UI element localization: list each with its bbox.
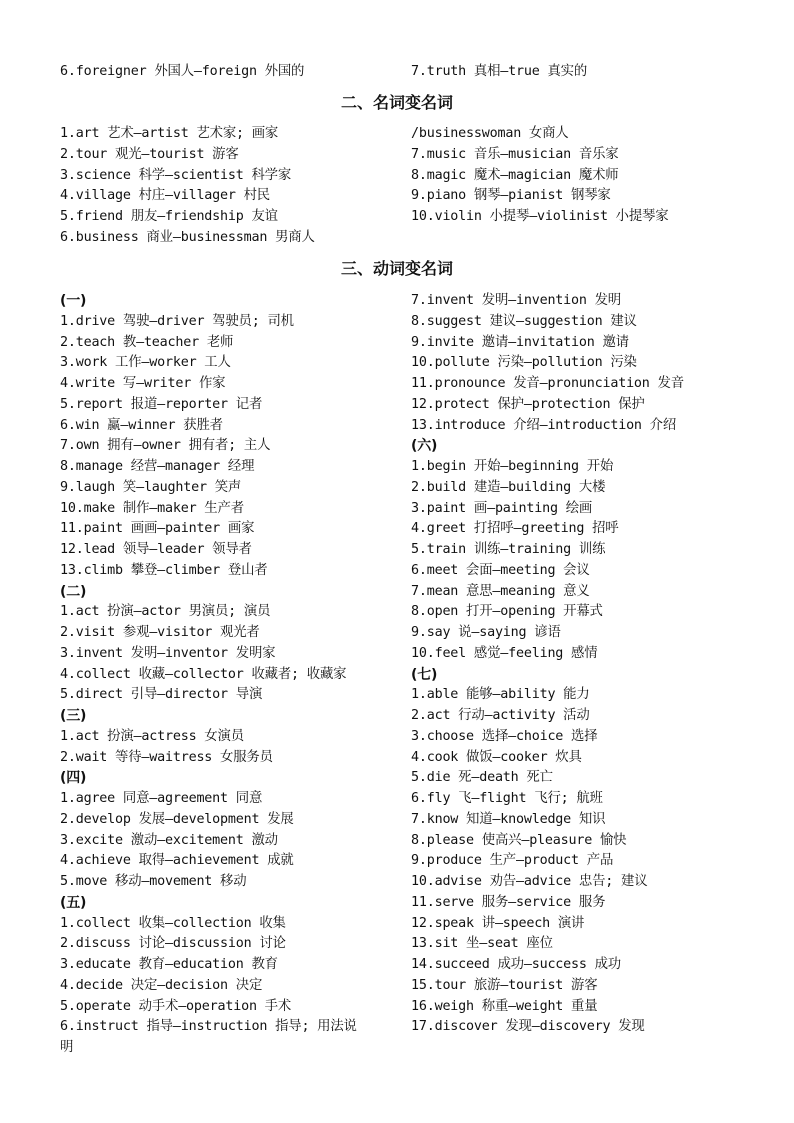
vocab-entry: 3.science 科学—scientist 科学家 bbox=[60, 167, 292, 183]
vocab-entry: 2.teach 教—teacher 老师 bbox=[60, 334, 234, 350]
section-heading-verb-to-noun: 三、动词变名词 bbox=[340, 259, 453, 278]
vocab-entry: 7.mean 意思—meaning 意义 bbox=[411, 583, 590, 599]
vocab-entry: 7.music 音乐—musician 音乐家 bbox=[411, 146, 619, 162]
vocab-entry: 2.develop 发展—development 发展 bbox=[60, 811, 294, 827]
vocab-entry: 6.business 商业—businessman 男商人 bbox=[60, 230, 315, 245]
vocab-entry: 11.pronounce 发音—pronunciation 发音 bbox=[411, 376, 684, 391]
vocab-entry: 5.friend 朋友—friendship 友谊 bbox=[60, 209, 278, 225]
vocab-entry: 4.greet 打招呼—greeting 招呼 bbox=[411, 521, 619, 537]
vocab-entry: 1.act 扮演—actress 女演员 bbox=[60, 728, 244, 744]
group-label: (二) bbox=[60, 583, 87, 600]
vocab-entry: 2.tour 观光—tourist 游客 bbox=[60, 146, 239, 162]
vocab-entry: 12.protect 保护—protection 保护 bbox=[411, 396, 645, 412]
vocab-entry: 7.know 知道—knowledge 知识 bbox=[411, 811, 606, 827]
vocab-entry: 9.say 说—saying 谚语 bbox=[411, 625, 561, 640]
vocab-entry: 11.paint 画画—painter 画家 bbox=[60, 521, 255, 537]
vocab-entry: 15.tour 旅游—tourist 游客 bbox=[411, 977, 598, 993]
vocab-entry: 6.win 赢—winner 获胜者 bbox=[60, 417, 223, 433]
vocab-entry: 3.paint 画—painting 绘画 bbox=[411, 500, 593, 516]
vocab-entry: 8.manage 经营—manager 经理 bbox=[60, 459, 255, 474]
vocab-entry: 明 bbox=[60, 1040, 74, 1055]
entry-truth: 7.truth 真相—true 真实的 bbox=[411, 64, 588, 79]
vocab-entry: 9.laugh 笑—laughter 笑声 bbox=[60, 479, 242, 495]
vocab-entry: 9.invite 邀请—invitation 邀请 bbox=[411, 334, 629, 350]
vocab-entry: 1.drive 驾驶—driver 驾驶员; 司机 bbox=[60, 313, 294, 329]
vocab-entry: 8.please 使高兴—pleasure 愉快 bbox=[411, 832, 627, 848]
vocab-entry: 4.achieve 取得—achievement 成就 bbox=[60, 853, 294, 869]
vocab-entry: /businesswoman 女商人 bbox=[411, 126, 569, 141]
vocab-entry: 7.invent 发明—invention 发明 bbox=[411, 293, 621, 308]
vocab-entry: 8.magic 魔术—magician 魔术师 bbox=[411, 167, 619, 183]
vocab-entry: 13.climb 攀登—climber 登山者 bbox=[60, 562, 268, 578]
group-label: (三) bbox=[60, 708, 87, 724]
vocab-entry: 11.serve 服务—service 服务 bbox=[411, 894, 606, 910]
vocab-entry: 10.violin 小提琴—violinist 小提琴家 bbox=[411, 209, 669, 225]
group-label: (一) bbox=[60, 293, 87, 309]
vocab-entry: 4.collect 收藏—collector 收藏者; 收藏家 bbox=[60, 666, 347, 682]
vocab-entry: 1.able 能够—ability 能力 bbox=[411, 687, 590, 703]
vocab-entry: 2.visit 参观—visitor 观光者 bbox=[60, 625, 260, 640]
vocab-entry: 10.advise 劝告—advice 忠告; 建议 bbox=[411, 874, 648, 889]
entry-foreigner: 6.foreigner 外国人—foreign 外国的 bbox=[60, 64, 305, 79]
vocab-entry: 3.work 工作—worker 工人 bbox=[60, 355, 231, 371]
vocab-entry: 13.sit 坐—seat 座位 bbox=[411, 936, 553, 952]
group-label: (四) bbox=[60, 770, 87, 787]
vocab-entry: 2.act 行动—activity 活动 bbox=[411, 708, 590, 723]
group-label: (五) bbox=[60, 894, 87, 911]
vocab-entry: 1.act 扮演—actor 男演员; 演员 bbox=[60, 604, 271, 620]
vocab-entry: 4.decide 决定—decision 决定 bbox=[60, 977, 263, 993]
vocab-entry: 1.agree 同意—agreement 同意 bbox=[60, 791, 263, 806]
vocab-entry: 10.make 制作—maker 生产者 bbox=[60, 500, 244, 516]
vocab-entry: 8.suggest 建议—suggestion 建议 bbox=[411, 313, 637, 329]
vocab-entry: 7.own 拥有—owner 拥有者; 主人 bbox=[60, 438, 271, 454]
vocab-entry: 16.weigh 称重—weight 重量 bbox=[411, 998, 598, 1014]
vocab-entry: 6.instruct 指导—instruction 指导; 用法说 bbox=[60, 1019, 357, 1035]
vocab-entry: 3.excite 激动—excitement 激动 bbox=[60, 832, 278, 848]
vocab-entry: 1.collect 收集—collection 收集 bbox=[60, 915, 286, 931]
vocab-entry: 5.train 训练—training 训练 bbox=[411, 542, 606, 557]
vocab-entry: 3.choose 选择—choice 选择 bbox=[411, 728, 598, 744]
vocab-entry: 8.open 打开—opening 开幕式 bbox=[411, 604, 603, 620]
vocab-entry: 10.pollute 污染—pollution 污染 bbox=[411, 355, 637, 371]
vocab-entry: 12.speak 讲—speech 演讲 bbox=[411, 915, 585, 931]
vocab-entry: 5.report 报道—reporter 记者 bbox=[60, 396, 263, 412]
vocab-entry: 5.die 死—death 死亡 bbox=[411, 770, 553, 786]
vocab-entry: 1.art 艺术—artist 艺术家; 画家 bbox=[60, 126, 279, 141]
vocab-entry: 10.feel 感觉—feeling 感情 bbox=[411, 645, 598, 661]
vocab-entry: 12.lead 领导—leader 领导者 bbox=[60, 542, 252, 557]
vocab-entry: 13.introduce 介绍—introduction 介绍 bbox=[411, 417, 677, 433]
vocab-entry: 1.begin 开始—beginning 开始 bbox=[411, 459, 614, 474]
section-heading-noun-to-noun: 二、名词变名词 bbox=[340, 93, 453, 112]
vocab-entry: 3.invent 发明—inventor 发明家 bbox=[60, 645, 276, 661]
vocab-entry: 9.produce 生产—product 产品 bbox=[411, 853, 614, 869]
vocab-entry: 3.educate 教育—education 教育 bbox=[60, 957, 278, 972]
group-label: (七) bbox=[411, 666, 438, 683]
vocab-entry: 5.move 移动—movement 移动 bbox=[60, 874, 247, 889]
vocab-entry: 9.piano 钢琴—pianist 钢琴家 bbox=[411, 188, 611, 204]
group-label: (六) bbox=[411, 438, 438, 455]
vocab-entry: 2.wait 等待—waitress 女服务员 bbox=[60, 749, 273, 765]
vocab-entry: 14.succeed 成功—success 成功 bbox=[411, 957, 621, 972]
vocab-entry: 2.discuss 讨论—discussion 讨论 bbox=[60, 936, 286, 952]
vocab-entry: 4.cook 做饭—cooker 炊具 bbox=[411, 749, 582, 765]
vocab-entry: 4.village 村庄—villager 村民 bbox=[60, 188, 270, 204]
vocab-entry: 2.build 建造—building 大楼 bbox=[411, 479, 606, 495]
vocab-entry: 5.operate 动手术—operation 手术 bbox=[60, 998, 292, 1014]
vocab-entry: 17.discover 发现—discovery 发现 bbox=[411, 1019, 645, 1035]
vocab-entry: 6.fly 飞—flight 飞行; 航班 bbox=[411, 791, 603, 806]
vocab-entry: 5.direct 引导—director 导演 bbox=[60, 687, 263, 703]
vocab-entry: 6.meet 会面—meeting 会议 bbox=[411, 562, 590, 578]
vocab-entry: 4.write 写—writer 作家 bbox=[60, 376, 226, 391]
